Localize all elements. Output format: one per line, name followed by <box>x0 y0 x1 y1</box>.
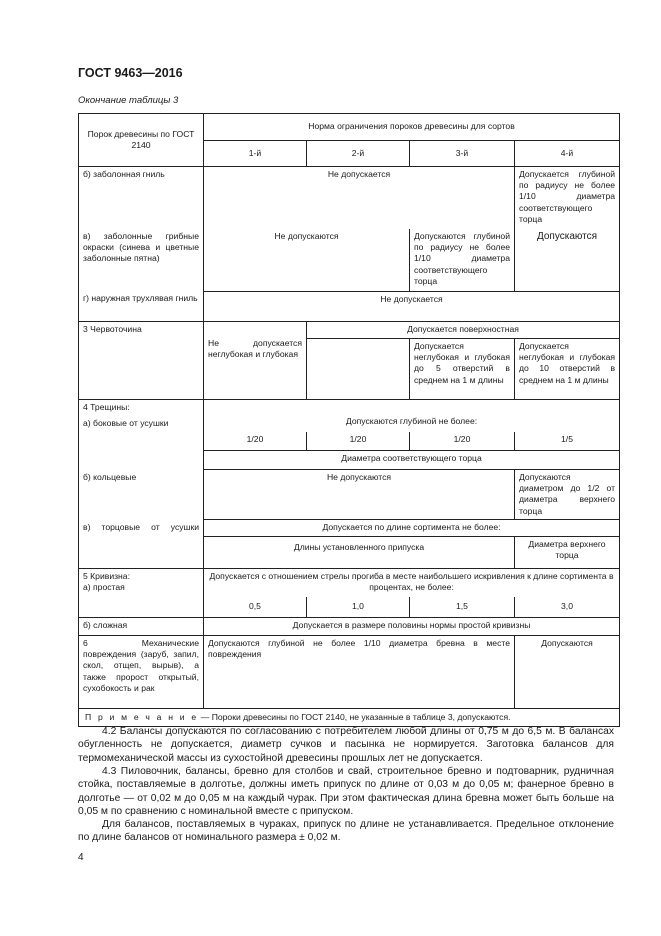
row-value: Допускается поверхностная <box>307 322 620 339</box>
row-label: 6 Механические повреждения (заруб, запил, скол, отщеп, вырыв), а также пророст открытый, сухобокость и рак <box>79 636 204 709</box>
row-value: Допускаются диаметром до 1/2 от диаметра верхнего торца <box>515 470 620 520</box>
page-number: 4 <box>78 852 84 863</box>
row-value: 1/20 <box>410 432 515 451</box>
row-value: Допускаются глубиной не более: <box>204 400 620 433</box>
table-row <box>79 636 620 709</box>
paragraph-balances-text: Для балансов, поставляемых в чураках, припуск по длине не устанавливается. Предельное отклонение по длине балансов от номинального размера ± 0,02 м. <box>78 819 614 844</box>
row-value: Допускается с отношением стрелы прогиба в месте наибольшего искривления к длине сортимента в процентах, не более: <box>204 569 620 598</box>
table-row <box>79 470 620 520</box>
row-value: Допускаются глубиной по радиусу не более 1/10 диаметра соответствующего торца <box>410 229 515 291</box>
row-value: Диаметра соответствующего торца <box>204 451 620 470</box>
paragraph-4-2-text: 4.2 Балансы допускаются по согласованию с потребителем любой длины от 0,75 м до 6,5 м. В балансах обугленность не допускается, диаметр сучков и пасынка не нормируется. Заготовка балансов для термомеханической массы из сухостойной древесины прошлых лет не допускается. <box>78 726 614 764</box>
row-value: Не допускаются <box>204 229 410 291</box>
row-value: 3,0 <box>515 597 620 618</box>
row-label-sub: а) боковые от усушки <box>83 418 169 429</box>
row-value: Допускается по длине сортимента не более: <box>204 520 620 537</box>
row-label-title: 5 Кривизна: <box>83 571 130 581</box>
defects-table <box>78 113 619 727</box>
row-label: б) заболонная гниль <box>79 167 204 230</box>
row-value: 0,5 <box>204 597 307 618</box>
table-row <box>79 400 620 433</box>
header-norm-cell <box>204 114 620 141</box>
empty-cell <box>307 339 410 400</box>
row-value: 1/5 <box>515 432 620 451</box>
paragraph-4-3-text: 4.3 Пиловочник, балансы, бревно для столбов и свай, строительное бревно и подтоварник, рудничная стойка, поставляемые в долготье, должны иметь припуск по длине от 0,03 м до 0,05 м; фанерное бревно в долготье — от 0,02 м до 0,05 м на каждый чурак. При этом фактическая длина бревна может быть больше на 0,05 м по сравнению с номинальной вместе с припуском. <box>78 766 614 818</box>
row-label-title: 4 Трещины: <box>83 402 130 412</box>
row-value: Допускается неглубокая и глубокая до 5 отверстий в среднем на 1 м длины <box>410 339 515 400</box>
row-value: 1/20 <box>307 432 410 451</box>
table-row <box>79 167 620 230</box>
table-row <box>79 569 620 598</box>
grade-3-header: 3-й <box>410 140 515 167</box>
table-row <box>79 520 620 537</box>
table-row <box>79 618 620 636</box>
row-label: в) торцовые от усушки <box>79 520 204 569</box>
row-value: Не допускаются <box>204 470 515 520</box>
row-value: Длины установленного припуска <box>204 537 515 569</box>
row-label: г) наружная трухлявая гниль <box>79 291 204 322</box>
row-value: Допускаются глубиной не более 1/10 диаметра бревна в месте повреждения <box>204 636 515 709</box>
row-label: 3 Червоточина <box>79 322 204 400</box>
header-norm-label: Норма ограничения пороков древесины для сортов <box>308 121 515 132</box>
paragraph-4-2 <box>78 725 614 765</box>
row-value: Допускается в размере половины нормы простой кривизны <box>204 618 620 636</box>
row-value: 1,0 <box>307 597 410 618</box>
row-value: Допускаются <box>515 636 620 709</box>
row-label <box>79 569 204 618</box>
row-label: б) кольцевые <box>79 470 204 520</box>
row-label: б) сложная <box>79 618 204 636</box>
grade-1-header: 1-й <box>204 140 307 167</box>
grade-4-header: 4-й <box>515 140 620 167</box>
paragraph-4-3 <box>78 765 614 819</box>
table-row <box>79 322 620 339</box>
table-caption: Окончание таблицы 3 <box>78 95 179 106</box>
row-value: Не допускается <box>204 291 620 322</box>
row-value: Допускается глубиной по радиусу не более 1/10 диаметра соответствующего торца <box>515 167 620 230</box>
table-row <box>79 291 620 322</box>
row-label-sub: а) простая <box>83 582 125 593</box>
note-text: — Пороки древесины по ГОСТ 2140, не указанные в таблице 3, допускаются. <box>198 712 511 722</box>
table-note <box>79 709 620 727</box>
row-value: Допускаются <box>515 229 620 291</box>
table-note-row <box>79 709 620 727</box>
note-label: П р и м е ч а н и е <box>85 712 199 722</box>
row-value: 1,5 <box>410 597 515 618</box>
row-value: Диаметра верхнего торца <box>515 537 620 569</box>
header-defect-label: Порок древесины по ГОСТ 2140 <box>87 128 195 150</box>
row-value: Допускается неглубокая и глубокая до 10 отверстий в среднем на 1 м длины <box>515 339 620 400</box>
row-label: в) заболонные грибные окраски (синева и цветные заболонные пятна) <box>79 229 204 291</box>
header-defect-cell <box>79 114 204 167</box>
row-value: Не допускается <box>204 167 515 230</box>
row-value: 1/20 <box>204 432 307 451</box>
row-label <box>79 400 204 470</box>
row-value: Не допускается неглубокая и глубокая <box>204 322 307 400</box>
grade-2-header: 2-й <box>307 140 410 167</box>
paragraph-balances <box>78 818 614 845</box>
table-row <box>79 229 620 291</box>
document-header: ГОСТ 9463—2016 <box>78 66 183 80</box>
